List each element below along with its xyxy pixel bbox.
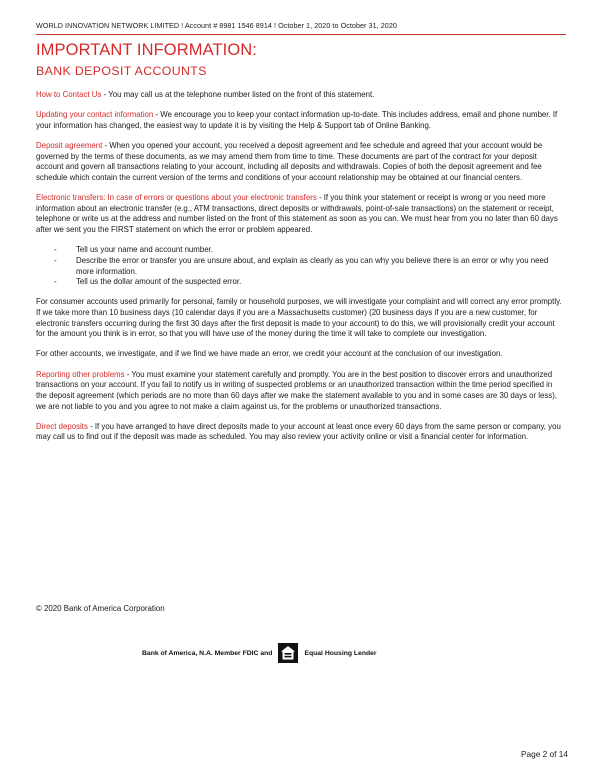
updating-text: - We encourage you to keep your contact information up-to-date. This includes address, email and phone number. If your information has changed, the easiest way to update it is by visiting the Help & Support tab of Online Banking. [36, 110, 558, 130]
other-accounts-paragraph: For other accounts, we investigate, and if we find we have made an error, we credit your account at the conclusion of our investigation. [36, 349, 503, 359]
page-subtitle: BANK DEPOSIT ACCOUNTS [36, 64, 207, 78]
deposit-agreement-section [36, 141, 564, 184]
reporting-heading: Reporting other problems [36, 369, 125, 379]
electronic-transfers-text: - If you think your statement or receipt is wrong or you need more information about an electronic transfer (e.g., ATM transactions, direct deposits or withdrawals, point-of-sale transactions) on the statement or receipt, telephone or write us at the address and number listed on the front of this statement as soon as you can. We must hear from you no later than 60 days after we sent you the FIRST statement on which the error or problem appeared. [36, 193, 558, 235]
direct-deposits-text: - If you have arranged to have direct deposits made to your account at least once every 60 days from the same person or company, you may call us to find out if the deposit was made as scheduled. You may also review your activity online or visit a financial center for information. [36, 421, 561, 442]
electronic-transfers-heading: Electronic transfers: In case of errors or questions about your electronic transfers [36, 193, 317, 203]
list-item-text: Tell us your name and account number. [76, 245, 213, 255]
contact-heading: How to Contact Us [36, 90, 102, 99]
direct-deposits-heading: Direct deposits [36, 421, 88, 431]
reporting-section [36, 370, 564, 413]
dash-bullet: - [54, 245, 57, 255]
contact-text: - You may call us at the telephone number listed on the front of this statement. [101, 90, 375, 99]
consumer-accounts-paragraph: For consumer accounts used primarily for personal, family or household purposes, we will investigate your complaint and will correct any error promptly. If we take more than 10 business days (10 calendar days if you are a Massachusetts customer) (20 business days if you are a new customer, for electronic transfers occurring during the first 30 days after the first deposit is made to your account) to do this, we will provisionally credit your account for the amount you think is in error, so that you will have use of the money during the time it will take to complete our investigation. [36, 297, 562, 339]
page-number: Page 2 of 14 [520, 749, 568, 759]
equal-housing-lender-icon [278, 643, 298, 663]
electronic-transfers-section [36, 193, 564, 236]
error-reporting-list [36, 245, 564, 288]
fdic-ehl-footer [142, 643, 377, 663]
page-title: IMPORTANT INFORMATION: [36, 41, 257, 59]
document-body [36, 90, 564, 453]
contact-section [36, 90, 564, 101]
dash-bullet: - [54, 255, 57, 265]
deposit-agreement-heading: Deposit agreement [36, 140, 103, 150]
equal-housing-lender-text: Equal Housing Lender [304, 649, 377, 657]
deposit-agreement-text: - When you opened your account, you received a deposit agreement and fee schedule and agreed that your account would be governed by the terms of these documents, as we may amend them from time to time. These documents are part of the contract for your deposit account and govern all transactions relating to your account, including all deposits and withdrawals. Copies of both the deposit agreement and fee schedule which contain the current version of the terms and conditions of your account relationship may be obtained at our financial centers. [36, 140, 543, 182]
list-item-text: Tell us the dollar amount of the suspected error. [76, 277, 242, 287]
direct-deposits-section [36, 422, 564, 443]
list-item [36, 256, 564, 277]
reporting-text: - You must examine your statement carefully and promptly. You are in the best position to discover errors and unauthorized transactions on your account. If you fail to notify us in writing of suspected problems or an unauthorized transaction within the time period specified in the deposit agreement (which periods are no more than 60 days after we make the statement available to you and in some cases are 30 days or less), we are not liable to you and you agree to not make a claim against us, for the problems or unauthorized transactions. [36, 369, 558, 411]
statement-header: WORLD INNOVATION NETWORK LIMITED ! Account # 8981 1546 8914 ! October 1, 2020 to October 31, 2020 [36, 21, 397, 30]
header-divider [36, 34, 566, 35]
fdic-member-text: Bank of America, N.A. Member FDIC and [142, 649, 273, 657]
list-item-text: Describe the error or transfer you are unsure about, and explain as clearly as you can why you believe there is an error or why you need more information. [76, 255, 549, 276]
dash-bullet: - [54, 277, 57, 287]
updating-section [36, 110, 564, 131]
updating-heading: Updating your contact information [36, 110, 154, 120]
copyright-notice: © 2020 Bank of America Corporation [36, 604, 165, 613]
list-item [36, 277, 564, 288]
list-item [36, 245, 564, 256]
